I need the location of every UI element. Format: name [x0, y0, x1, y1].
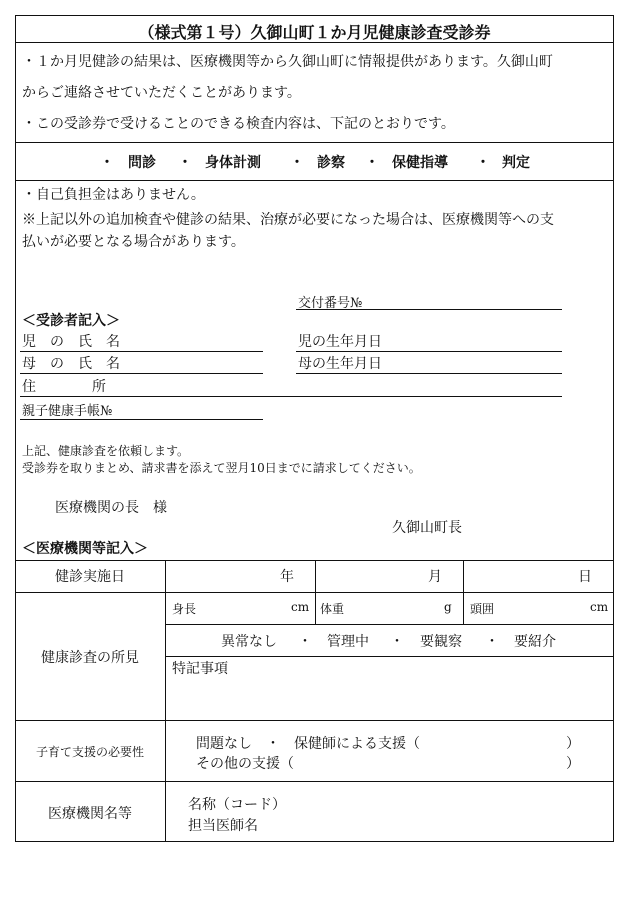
- intro-line-1: ・１か月児健診の結果は、医療機関等から久御山町に情報提供があります。久御山町: [22, 54, 553, 70]
- request-line-1: 上記、健康診査を依頼します。: [22, 444, 190, 458]
- head-unit: cm: [590, 600, 609, 614]
- support-label: 子育て支援の必要性: [35, 745, 144, 759]
- exam-bullet: ・: [178, 155, 192, 171]
- judgment-separator: ・: [298, 634, 312, 650]
- intro-line-2: からご連絡させていただくことがあります。: [22, 85, 301, 101]
- child-dob-label: 児の生年月日: [298, 334, 382, 350]
- divider: [15, 720, 614, 721]
- divider: [165, 656, 614, 657]
- exam-bullet: ・: [290, 155, 304, 171]
- facility-name-label: 名称（コード）: [188, 797, 286, 813]
- judgment-separator: ・: [390, 634, 404, 650]
- handbook-label: 親子健康手帳№: [22, 404, 113, 419]
- request-line-2: 受診券を取りまとめ、請求書を添えて翌月10日までに請求してください。: [22, 461, 421, 475]
- issue-number-label: 交付番号№: [298, 296, 363, 311]
- judgment-option[interactable]: 要紹介: [514, 634, 556, 650]
- exam-bullet: ・: [100, 155, 114, 171]
- child-name-line: [20, 351, 263, 352]
- divider: [15, 42, 614, 43]
- mother-dob-label: 母の生年月日: [298, 356, 382, 372]
- judgment-option[interactable]: 要観察: [420, 634, 462, 650]
- support-option-line-2[interactable]: その他の支援（: [196, 756, 294, 772]
- child-name-label: 児 の 氏 名: [22, 334, 120, 350]
- handbook-line: [20, 419, 263, 420]
- form-title: （様式第１号）久御山町１か月児健康診査受診券: [138, 23, 491, 42]
- cell-divider: [315, 560, 316, 592]
- mother-name-line: [20, 373, 263, 374]
- cell-divider: [463, 560, 464, 592]
- divider: [15, 781, 614, 782]
- divider: [15, 142, 614, 143]
- request-addressee: 医療機関の長 様: [55, 500, 167, 516]
- weight-label: 体重: [320, 602, 345, 616]
- support-option-line-1[interactable]: 問題なし ・ 保健師による支援（: [196, 736, 420, 752]
- examinee-heading: ＜受診者記入＞: [22, 313, 120, 329]
- exam-bullet: ・: [476, 155, 490, 171]
- cell-divider: [315, 592, 316, 624]
- exam-item: 身体計測: [205, 155, 261, 171]
- form-frame: [15, 15, 614, 842]
- table-column-divider: [165, 560, 166, 842]
- exam-item: 診察: [317, 155, 345, 171]
- exam-bullet: ・: [365, 155, 379, 171]
- exam-item: 問診: [128, 155, 156, 171]
- institution-heading: ＜医療機関等記入＞: [22, 541, 148, 557]
- note-line-2: ※上記以外の追加検査や健診の結果、治療が必要になった場合は、医療機関等への支: [22, 212, 554, 228]
- exam-item: 判定: [502, 155, 530, 171]
- mother-name-label: 母 の 氏 名: [22, 356, 120, 372]
- child-dob-line: [296, 351, 562, 352]
- remarks-label: 特記事項: [172, 661, 228, 677]
- note-line-3: 払いが必要となる場合があります。: [22, 234, 245, 250]
- head-label: 頭囲: [470, 602, 495, 616]
- exam-item: 保健指導: [392, 155, 448, 171]
- weight-unit: g: [444, 600, 452, 614]
- height-unit: cm: [291, 600, 310, 614]
- divider: [15, 180, 614, 181]
- exam-date-month[interactable]: 月: [428, 569, 442, 585]
- issue-number-line: [296, 309, 562, 310]
- request-sender: 久御山町長: [392, 520, 462, 536]
- exam-date-label: 健診実施日: [55, 569, 125, 585]
- doctor-label: 担当医師名: [188, 818, 258, 834]
- height-label: 身長: [172, 602, 197, 616]
- facility-label: 医療機関名等: [48, 806, 132, 822]
- intro-line-3: ・この受診券で受けることのできる検査内容は、下記のとおりです。: [22, 116, 455, 132]
- judgment-option[interactable]: 異常なし: [221, 634, 277, 650]
- findings-label: 健康診査の所見: [41, 650, 139, 666]
- paren-close: ）: [566, 756, 580, 772]
- address-line: [20, 396, 562, 397]
- mother-dob-line: [296, 373, 562, 374]
- divider: [165, 624, 614, 625]
- judgment-separator: ・: [485, 634, 499, 650]
- cell-divider: [463, 592, 464, 624]
- paren-close: ）: [566, 736, 580, 752]
- address-label: 住 所: [22, 379, 106, 395]
- judgment-option[interactable]: 管理中: [327, 634, 369, 650]
- exam-date-year[interactable]: 年: [280, 569, 294, 585]
- exam-date-day[interactable]: 日: [578, 569, 592, 585]
- note-line-1: ・自己負担金はありません。: [22, 187, 205, 203]
